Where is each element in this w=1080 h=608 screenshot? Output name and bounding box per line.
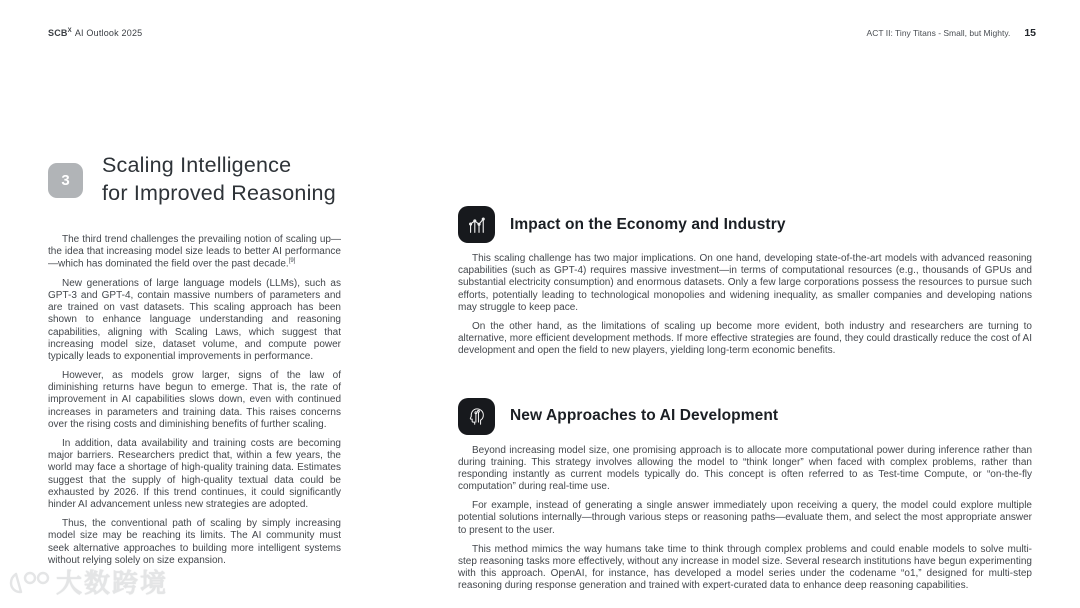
paragraph: New generations of large language models (LLMs), such as GPT-3 and GPT-4, contain massive numbers of parameters and are trained on vast datasets. This scaling approach has been shown to enhance language understanding and reasoning capabilities, aligning with Scaling Laws, which suggest that increasing model size, dataset volume, and compute power typically leads to exponential improvements in performance. xyxy=(48,277,341,362)
subsection-title: Impact on the Economy and Industry xyxy=(510,215,786,233)
paragraph: This method mimics the way humans take time to think through complex problems and could enable models to solve multi-step reasoning tasks more effectively, without any increase in model size. Several research institutions have begun experimenting with this approach. OpenAI, for instance, has developed a model series under the codename “o1,” designed for multi-step reasoning during response generation and trained with expert-curated data to enhance deep reasoning capabilities. xyxy=(458,543,1032,592)
footnote-reference: [9] xyxy=(288,258,296,265)
right-column xyxy=(458,206,1032,600)
economy-growth-chart-icon xyxy=(458,206,495,243)
section-header xyxy=(48,152,341,208)
paragraph: However, as models grow larger, signs of the law of diminishing returns have begun to emerge. That is, the rate of improvement in AI capabilities slows down, even with continued increases in parameters and training data. This raises concerns over the rising costs and diminishing benefits of further scaling. xyxy=(48,370,341,430)
left-column-body xyxy=(48,234,341,567)
header-right xyxy=(867,27,1036,39)
paragraph: For example, instead of generating a single answer immediately upon receiving a query, the model could explore multiple potential solutions internally—through various steps or reasoning paths—evaluate them, and select the most appropriate answer to present to the user. xyxy=(458,500,1032,536)
running-header xyxy=(48,27,1036,39)
paragraph xyxy=(48,234,341,271)
paragraph: Beyond increasing model size, one promising approach is to allocate more computational power during inference rather than during training. This strategy involves allowing the model to “think longer” when faced with complex problems, rather than responding instantly as current models typically do. This concept is often referred to as Test-time Compute, or “on-the-fly computation” during real-time use. xyxy=(458,444,1032,493)
paragraph: Thus, the conventional path of scaling by simply increasing model size may be reaching its limits. The AI community must seek alternative approaches to building more intelligent systems without relying solely on size expansion. xyxy=(48,518,341,566)
section-number-badge: 3 xyxy=(48,163,83,198)
subsection-body xyxy=(458,253,1032,358)
subsection-header xyxy=(458,398,1032,435)
title-line-2: for Improved Reasoning xyxy=(102,180,336,205)
brand-suffix: AI Outlook 2025 xyxy=(74,28,143,38)
subsection-title: New Approaches to AI Development xyxy=(510,407,779,424)
brand-superscript: X xyxy=(67,28,72,34)
title-line-1: Scaling Intelligence xyxy=(102,153,292,177)
paragraph: This scaling challenge has two major implications. On one hand, developing state-of-the-art models with advanced reasoning capabilities (such as GPT-4) requires massive investment—in terms of computational resources (e.g., thousands of GPUs and substantial electricity consumption) and enormous datasets. Only a few large corporations possess the resources to pursue such efforts, potentially leading to technological monopolies and widening inequality, as smaller companies and developing nations may struggle to keep pace. xyxy=(458,253,1032,313)
subsection-body xyxy=(458,445,1032,593)
paragraph: On the other hand, as the limitations of scaling up become more evident, both industry and researchers are turning to alternative, more efficient development methods. If more effective strategies are found, they could drastically reduce the cost of AI development and open the field to new players, yielding long-term economic benefits. xyxy=(458,320,1032,357)
watermark xyxy=(8,563,168,600)
watermark-logo-icon xyxy=(8,566,52,598)
act-label: ACT II: Tiny Titans - Small, but Mighty. xyxy=(866,28,1011,38)
subsection-new-approaches xyxy=(458,398,1032,593)
left-column xyxy=(48,152,341,574)
paragraph-text: The third trend challenges the prevailing notion of scaling up—the idea that increasing model size leads to better AI performance—which has dominated the field over the past decade. xyxy=(48,233,341,270)
brand-logo xyxy=(48,28,142,38)
ai-head-circuit-icon xyxy=(458,398,495,435)
subsection-economy xyxy=(458,206,1032,358)
page-number: 15 xyxy=(1024,27,1036,39)
brand-name: SCB xyxy=(48,28,68,38)
page-title xyxy=(102,152,336,208)
paragraph: In addition, data availability and training costs are becoming major barriers. Researchers predict that, within a few years, the world may face a shortage of high-quality training data. Estimates suggest that the supply of high-quality textual data could be exhausted by 2026. If this trend continues, it could significantly hinder AI advancement unless new strategies are adopted. xyxy=(48,438,341,510)
subsection-header xyxy=(458,206,1032,243)
watermark-text: 大数跨境 xyxy=(56,568,169,598)
